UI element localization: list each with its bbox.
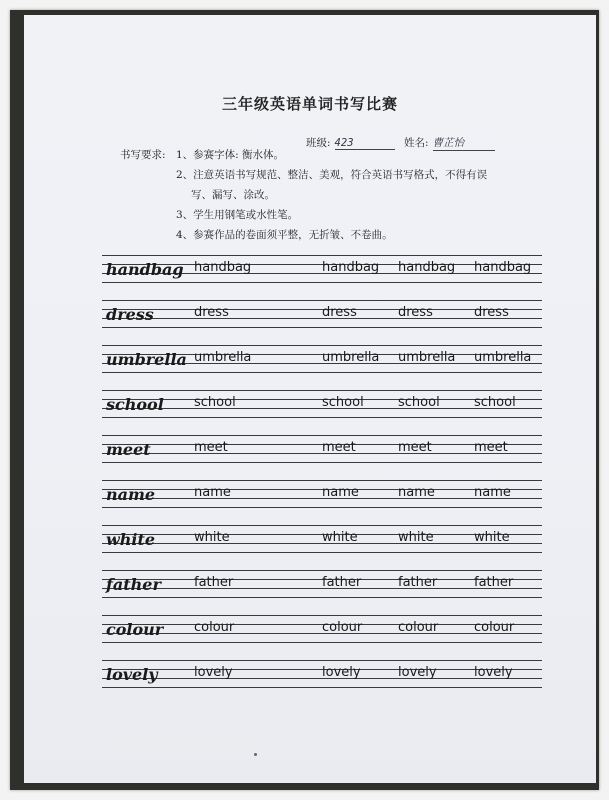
handwritten-copy: dress — [474, 305, 509, 320]
handwritten-copy: white — [194, 530, 230, 545]
guide-line — [102, 660, 542, 661]
guide-line — [102, 300, 542, 301]
guide-line — [102, 525, 542, 526]
handwritten-copy: name — [194, 485, 231, 500]
handwritten-copy: white — [474, 530, 510, 545]
requirement-item — [176, 225, 546, 245]
writing-row — [102, 472, 542, 517]
handwritten-copy: dress — [322, 305, 357, 320]
guide-line — [102, 417, 542, 418]
handwritten-copy: school — [194, 395, 236, 410]
requirement-text: 2、注意英语书写规范、整洁、美观，符合英语书写格式，不得有误 — [176, 169, 488, 181]
requirements-label: 书写要求: — [120, 149, 166, 161]
guide-line — [102, 480, 542, 481]
model-word: meet — [106, 440, 151, 459]
requirement-item — [176, 165, 546, 205]
handwritten-copy: meet — [322, 440, 356, 455]
handwritten-copy: white — [398, 530, 434, 545]
requirement-item — [176, 145, 546, 165]
handwritten-copy: handbag — [398, 260, 456, 275]
handwritten-copy: school — [322, 395, 364, 410]
handwritten-copy: colour — [398, 620, 439, 635]
handwritten-copy: dress — [194, 305, 229, 320]
model-word: white — [106, 530, 156, 549]
handwritten-copy: umbrella — [322, 350, 380, 365]
guide-line — [102, 687, 542, 688]
handwritten-copy: colour — [474, 620, 515, 635]
handwritten-copy: father — [398, 575, 438, 590]
handwritten-copy: colour — [322, 620, 363, 635]
guide-line — [102, 570, 542, 571]
writing-row — [102, 427, 542, 472]
guide-line — [102, 597, 542, 598]
handwritten-copy: umbrella — [474, 350, 532, 365]
requirements-list — [176, 145, 546, 245]
handwritten-copy: handbag — [474, 260, 532, 275]
handwritten-copy: dress — [398, 305, 433, 320]
model-word: colour — [106, 620, 164, 639]
guide-line — [102, 255, 542, 256]
writing-row — [102, 382, 542, 427]
requirement-text: 3、学生用钢笔或水性笔。 — [176, 209, 299, 221]
class-label: 班级: — [306, 137, 331, 149]
guide-line — [102, 372, 542, 373]
guide-line — [102, 642, 542, 643]
handwritten-copy: handbag — [194, 260, 252, 275]
requirement-item — [176, 205, 546, 225]
model-word: dress — [106, 305, 154, 324]
guide-line — [102, 552, 542, 553]
handwritten-copy: colour — [194, 620, 235, 635]
worksheet-paper — [24, 15, 596, 783]
paper-speck — [254, 753, 257, 756]
guide-line — [102, 327, 542, 328]
requirement-text: 1、参赛字体: 衡水体。 — [176, 149, 285, 161]
name-label: 姓名: — [404, 137, 429, 149]
writing-row — [102, 247, 542, 292]
handwritten-copy: name — [398, 485, 435, 500]
model-word: name — [106, 485, 156, 504]
handwritten-copy: handbag — [322, 260, 380, 275]
handwritten-copy: school — [474, 395, 516, 410]
worksheet-title: 三年级英语单词书写比赛 — [221, 95, 398, 113]
handwritten-copy: lovely — [322, 665, 361, 680]
handwritten-copy: father — [194, 575, 234, 590]
writing-row — [102, 292, 542, 337]
handwritten-copy: name — [474, 485, 511, 500]
model-word: father — [106, 575, 161, 594]
guide-line — [102, 282, 542, 283]
model-word: umbrella — [106, 350, 187, 369]
writing-grid — [102, 247, 542, 697]
guide-line — [102, 345, 542, 346]
writing-row — [102, 517, 542, 562]
model-word: school — [106, 395, 164, 414]
guide-line — [102, 435, 542, 436]
handwritten-copy: lovely — [474, 665, 513, 680]
writing-row — [102, 337, 542, 382]
requirements — [120, 145, 546, 245]
handwritten-copy: name — [322, 485, 359, 500]
photo — [10, 10, 599, 790]
guide-line — [102, 507, 542, 508]
handwritten-copy: umbrella — [194, 350, 252, 365]
guide-line — [102, 615, 542, 616]
model-word: handbag — [106, 260, 184, 279]
requirement-text: 4、参赛作品的卷面须平整，无折皱、不卷曲。 — [176, 229, 393, 241]
handwritten-copy: school — [398, 395, 440, 410]
model-word: lovely — [106, 665, 158, 684]
class-value: 423 — [335, 137, 395, 150]
handwritten-copy: white — [322, 530, 358, 545]
writing-row — [102, 562, 542, 607]
writing-row — [102, 607, 542, 652]
guide-line — [102, 462, 542, 463]
handwritten-copy: meet — [474, 440, 508, 455]
handwritten-copy: lovely — [194, 665, 233, 680]
handwritten-copy: father — [322, 575, 362, 590]
name-value: 曹芷怡 — [433, 135, 495, 151]
requirement-continuation: 写、漏写、涂改。 — [191, 189, 275, 201]
handwritten-copy: meet — [194, 440, 228, 455]
handwritten-copy: father — [474, 575, 514, 590]
writing-row — [102, 652, 542, 697]
handwritten-copy: meet — [398, 440, 432, 455]
handwritten-copy: lovely — [398, 665, 437, 680]
guide-line — [102, 390, 542, 391]
handwritten-copy: umbrella — [398, 350, 456, 365]
